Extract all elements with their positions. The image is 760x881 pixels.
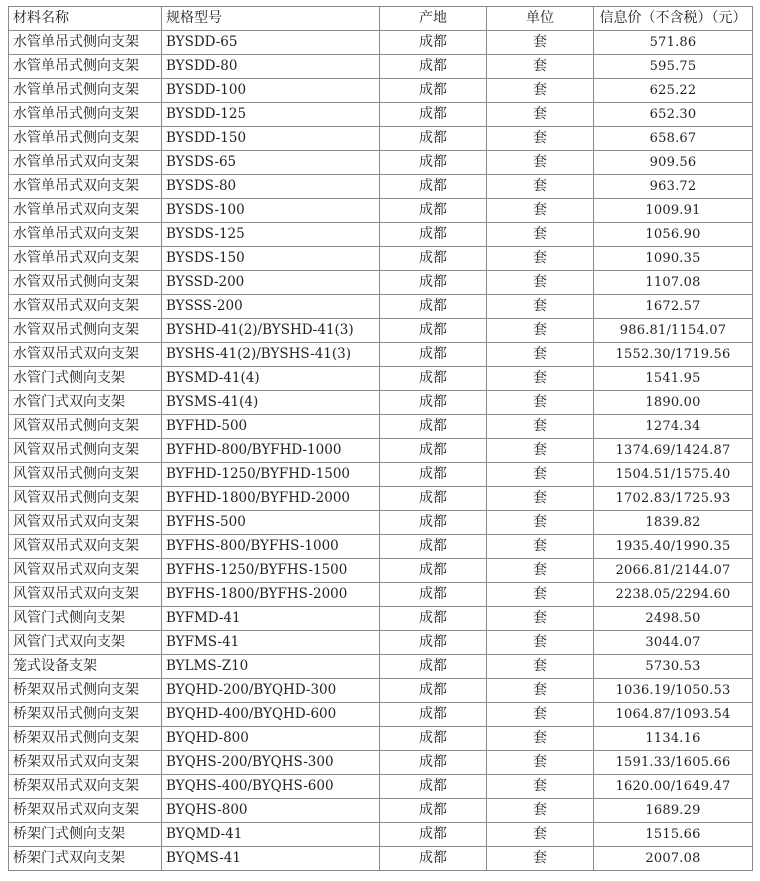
cell-price: 1515.66 [594,823,753,847]
cell-price: 1504.51/1575.40 [594,463,753,487]
cell-material-name: 桥架双吊式双向支架 [9,775,162,799]
cell-unit: 套 [487,55,594,79]
cell-origin: 成都 [380,295,487,319]
cell-price: 1274.34 [594,415,753,439]
cell-unit: 套 [487,487,594,511]
cell-material-name: 风管双吊式侧向支架 [9,487,162,511]
cell-unit: 套 [487,415,594,439]
cell-model: BYQHS-400/BYQHS-600 [162,775,380,799]
cell-price: 1107.08 [594,271,753,295]
cell-material-name: 桥架双吊式侧向支架 [9,703,162,727]
cell-model: BYFHS-800/BYFHS-1000 [162,535,380,559]
cell-unit: 套 [487,367,594,391]
cell-material-name: 水管单吊式双向支架 [9,199,162,223]
cell-material-name: 桥架双吊式双向支架 [9,751,162,775]
cell-unit: 套 [487,583,594,607]
cell-origin: 成都 [380,511,487,535]
cell-origin: 成都 [380,415,487,439]
cell-unit: 套 [487,199,594,223]
cell-unit: 套 [487,343,594,367]
cell-model: BYSDS-100 [162,199,380,223]
table-row [9,751,753,775]
header-unit: 单位 [487,7,594,31]
cell-material-name: 风管双吊式双向支架 [9,511,162,535]
cell-model: BYSMD-41(4) [162,367,380,391]
cell-model: BYQMS-41 [162,847,380,871]
cell-price: 571.86 [594,31,753,55]
table-row [9,79,753,103]
cell-unit: 套 [487,727,594,751]
cell-model: BYFHD-500 [162,415,380,439]
table-row [9,31,753,55]
cell-origin: 成都 [380,847,487,871]
cell-model: BYFMS-41 [162,631,380,655]
cell-origin: 成都 [380,79,487,103]
cell-model: BYFHS-1800/BYFHS-2000 [162,583,380,607]
cell-origin: 成都 [380,535,487,559]
table-row [9,631,753,655]
cell-material-name: 桥架门式侧向支架 [9,823,162,847]
cell-price: 1552.30/1719.56 [594,343,753,367]
cell-origin: 成都 [380,727,487,751]
cell-material-name: 水管单吊式双向支架 [9,223,162,247]
cell-model: BYLMS-Z10 [162,655,380,679]
cell-material-name: 水管双吊式侧向支架 [9,271,162,295]
cell-material-name: 桥架双吊式侧向支架 [9,727,162,751]
cell-model: BYQHD-800 [162,727,380,751]
cell-material-name: 水管单吊式侧向支架 [9,31,162,55]
table-row [9,535,753,559]
cell-material-name: 风管双吊式侧向支架 [9,415,162,439]
price-table [8,6,753,871]
cell-price: 1036.19/1050.53 [594,679,753,703]
cell-origin: 成都 [380,607,487,631]
cell-material-name: 风管双吊式侧向支架 [9,439,162,463]
cell-origin: 成都 [380,223,487,247]
cell-material-name: 风管双吊式双向支架 [9,583,162,607]
table-row [9,823,753,847]
cell-material-name: 水管门式侧向支架 [9,367,162,391]
cell-origin: 成都 [380,823,487,847]
cell-price: 2007.08 [594,847,753,871]
table-body [9,31,753,871]
cell-model: BYSDS-125 [162,223,380,247]
cell-origin: 成都 [380,343,487,367]
table-row [9,55,753,79]
cell-origin: 成都 [380,463,487,487]
cell-model: BYSMS-41(4) [162,391,380,415]
cell-unit: 套 [487,847,594,871]
cell-material-name: 笼式设备支架 [9,655,162,679]
cell-origin: 成都 [380,271,487,295]
cell-unit: 套 [487,175,594,199]
header-price: 信息价（不含税）（元） [594,7,753,31]
cell-unit: 套 [487,799,594,823]
cell-model: BYSDD-100 [162,79,380,103]
cell-unit: 套 [487,31,594,55]
cell-price: 1009.91 [594,199,753,223]
cell-model: BYFHS-1250/BYFHS-1500 [162,559,380,583]
table-row [9,799,753,823]
cell-material-name: 水管单吊式双向支架 [9,175,162,199]
cell-material-name: 水管单吊式侧向支架 [9,103,162,127]
cell-origin: 成都 [380,103,487,127]
cell-model: BYSHD-41(2)/BYSHD-41(3) [162,319,380,343]
cell-price: 652.30 [594,103,753,127]
cell-unit: 套 [487,751,594,775]
table-row [9,775,753,799]
cell-unit: 套 [487,655,594,679]
table-row [9,319,753,343]
cell-price: 658.67 [594,127,753,151]
cell-model: BYQHS-200/BYQHS-300 [162,751,380,775]
cell-unit: 套 [487,823,594,847]
cell-origin: 成都 [380,751,487,775]
cell-price: 1689.29 [594,799,753,823]
cell-material-name: 桥架双吊式侧向支架 [9,679,162,703]
cell-model: BYFHD-1250/BYFHD-1500 [162,463,380,487]
cell-model: BYSDD-65 [162,31,380,55]
cell-unit: 套 [487,295,594,319]
cell-model: BYFMD-41 [162,607,380,631]
cell-unit: 套 [487,535,594,559]
table-row [9,439,753,463]
cell-unit: 套 [487,151,594,175]
cell-origin: 成都 [380,559,487,583]
cell-unit: 套 [487,559,594,583]
cell-material-name: 水管双吊式侧向支架 [9,319,162,343]
cell-price: 1090.35 [594,247,753,271]
cell-unit: 套 [487,439,594,463]
cell-price: 5730.53 [594,655,753,679]
cell-origin: 成都 [380,799,487,823]
cell-material-name: 水管单吊式双向支架 [9,151,162,175]
cell-unit: 套 [487,775,594,799]
cell-origin: 成都 [380,655,487,679]
cell-material-name: 风管门式侧向支架 [9,607,162,631]
cell-material-name: 风管双吊式双向支架 [9,559,162,583]
table-row [9,847,753,871]
cell-origin: 成都 [380,679,487,703]
table-header-row [9,7,753,31]
header-origin: 产地 [380,7,487,31]
table-row [9,151,753,175]
table-row [9,655,753,679]
cell-material-name: 水管单吊式侧向支架 [9,55,162,79]
cell-price: 1620.00/1649.47 [594,775,753,799]
table-row [9,199,753,223]
cell-price: 1890.00 [594,391,753,415]
cell-origin: 成都 [380,199,487,223]
cell-origin: 成都 [380,367,487,391]
cell-price: 1064.87/1093.54 [594,703,753,727]
table-row [9,343,753,367]
cell-model: BYSDD-150 [162,127,380,151]
cell-unit: 套 [487,319,594,343]
cell-unit: 套 [487,463,594,487]
cell-unit: 套 [487,391,594,415]
cell-price: 1056.90 [594,223,753,247]
cell-material-name: 风管双吊式侧向支架 [9,463,162,487]
cell-origin: 成都 [380,583,487,607]
cell-unit: 套 [487,127,594,151]
table-row [9,103,753,127]
cell-unit: 套 [487,607,594,631]
cell-material-name: 水管双吊式双向支架 [9,343,162,367]
header-model: 规格型号 [162,7,380,31]
table-row [9,175,753,199]
cell-origin: 成都 [380,775,487,799]
cell-model: BYSDD-125 [162,103,380,127]
cell-model: BYQHD-400/BYQHD-600 [162,703,380,727]
cell-material-name: 水管门式双向支架 [9,391,162,415]
cell-model: BYQHD-200/BYQHD-300 [162,679,380,703]
cell-price: 2498.50 [594,607,753,631]
cell-price: 625.22 [594,79,753,103]
cell-price: 1702.83/1725.93 [594,487,753,511]
cell-price: 595.75 [594,55,753,79]
table-row [9,271,753,295]
cell-origin: 成都 [380,127,487,151]
cell-origin: 成都 [380,391,487,415]
cell-material-name: 水管单吊式双向支架 [9,247,162,271]
cell-material-name: 水管单吊式侧向支架 [9,79,162,103]
cell-origin: 成都 [380,55,487,79]
table-row [9,703,753,727]
cell-origin: 成都 [380,487,487,511]
table-row [9,223,753,247]
cell-material-name: 风管双吊式双向支架 [9,535,162,559]
cell-model: BYFHS-500 [162,511,380,535]
cell-price: 963.72 [594,175,753,199]
cell-price: 986.81/1154.07 [594,319,753,343]
cell-unit: 套 [487,223,594,247]
cell-unit: 套 [487,679,594,703]
cell-unit: 套 [487,271,594,295]
cell-price: 1374.69/1424.87 [594,439,753,463]
cell-origin: 成都 [380,439,487,463]
table-row [9,247,753,271]
cell-material-name: 桥架双吊式双向支架 [9,799,162,823]
cell-model: BYSDS-80 [162,175,380,199]
cell-origin: 成都 [380,703,487,727]
table-row [9,727,753,751]
cell-origin: 成都 [380,175,487,199]
cell-model: BYQMD-41 [162,823,380,847]
table-row [9,391,753,415]
cell-origin: 成都 [380,319,487,343]
cell-material-name: 水管单吊式侧向支架 [9,127,162,151]
cell-model: BYSDS-150 [162,247,380,271]
table-row [9,511,753,535]
cell-unit: 套 [487,631,594,655]
cell-price: 1591.33/1605.66 [594,751,753,775]
cell-model: BYSHS-41(2)/BYSHS-41(3) [162,343,380,367]
cell-price: 1541.95 [594,367,753,391]
table-row [9,295,753,319]
cell-unit: 套 [487,511,594,535]
cell-price: 1672.57 [594,295,753,319]
cell-model: BYSDS-65 [162,151,380,175]
table-row [9,559,753,583]
cell-material-name: 风管门式双向支架 [9,631,162,655]
cell-model: BYQHS-800 [162,799,380,823]
cell-model: BYSDD-80 [162,55,380,79]
cell-origin: 成都 [380,247,487,271]
cell-material-name: 水管双吊式双向支架 [9,295,162,319]
cell-material-name: 桥架门式双向支架 [9,847,162,871]
table-row [9,679,753,703]
cell-price: 1935.40/1990.35 [594,535,753,559]
cell-price: 1134.16 [594,727,753,751]
cell-unit: 套 [487,247,594,271]
cell-origin: 成都 [380,151,487,175]
cell-unit: 套 [487,103,594,127]
cell-model: BYSSS-200 [162,295,380,319]
table-row [9,487,753,511]
table-row [9,583,753,607]
cell-model: BYFHD-800/BYFHD-1000 [162,439,380,463]
cell-price: 909.56 [594,151,753,175]
cell-price: 2238.05/2294.60 [594,583,753,607]
table-row [9,127,753,151]
cell-origin: 成都 [380,31,487,55]
cell-unit: 套 [487,79,594,103]
cell-origin: 成都 [380,631,487,655]
cell-price: 3044.07 [594,631,753,655]
cell-price: 2066.81/2144.07 [594,559,753,583]
table-row [9,607,753,631]
cell-model: BYSSD-200 [162,271,380,295]
table-row [9,367,753,391]
cell-price: 1839.82 [594,511,753,535]
header-material-name: 材料名称 [9,7,162,31]
cell-model: BYFHD-1800/BYFHD-2000 [162,487,380,511]
table-row [9,463,753,487]
cell-unit: 套 [487,703,594,727]
price-table-sheet [8,6,752,871]
table-row [9,415,753,439]
